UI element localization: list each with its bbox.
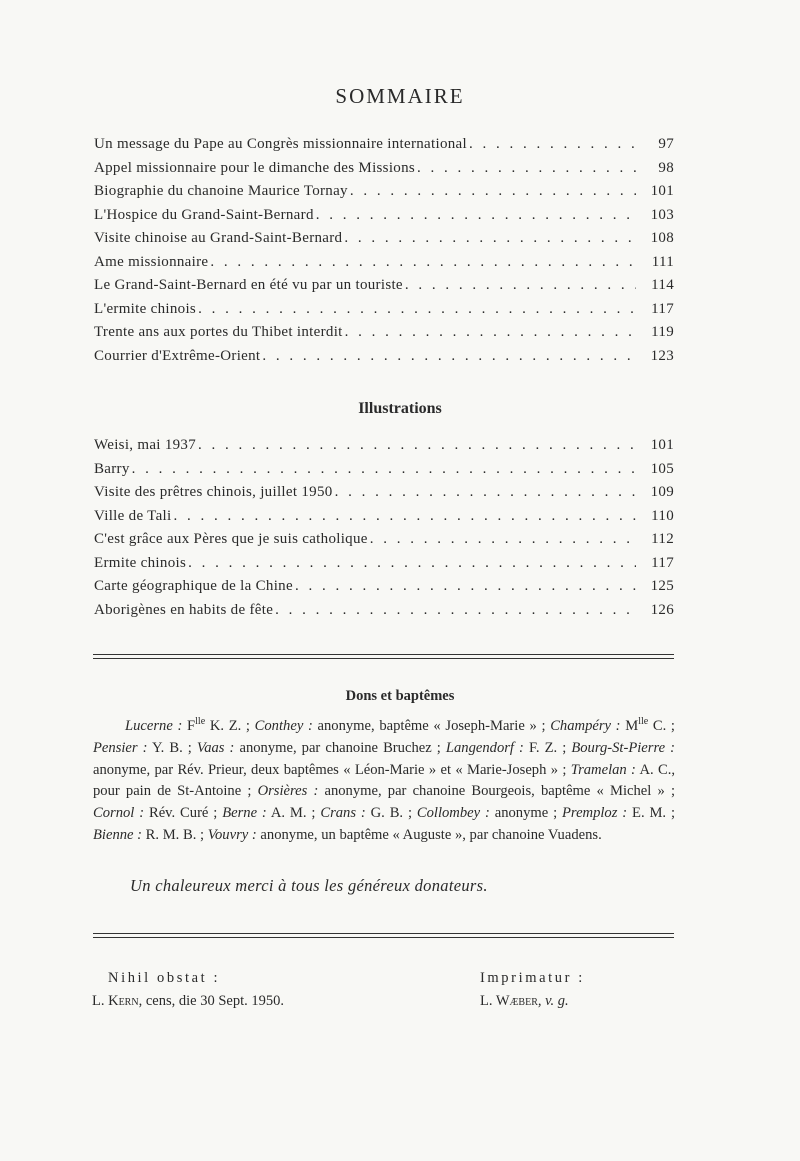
donor-text: F. Z. ;	[523, 739, 572, 756]
illustration-entry[interactable]	[94, 484, 674, 508]
donor-text: M	[620, 718, 639, 734]
leader-dots	[316, 207, 636, 224]
donor-place: Langendorf :	[445, 739, 524, 756]
donor-place: Premploz :	[562, 805, 628, 822]
leader-dots	[469, 136, 636, 153]
toc-entry-label: Ame missionnaire	[94, 253, 209, 270]
toc-entry[interactable]	[94, 207, 674, 231]
donor-text: A. C., pour pain de St-Antoine ;	[93, 761, 676, 800]
leader-dots	[370, 531, 636, 548]
nihil-obstat-heading: Nihil obstat :	[108, 970, 221, 986]
vicar-line	[480, 990, 585, 1013]
censor-line	[92, 990, 284, 1013]
illustrations-list	[94, 437, 674, 625]
donor-text: F	[182, 718, 196, 734]
censor-text: , cens, die 30 Sept. 1950.	[138, 993, 284, 1009]
illustration-entry[interactable]	[94, 578, 674, 602]
toc-entry-label: L'ermite chinois	[94, 300, 197, 317]
toc-entry-label: Visite chinoise au Grand-Saint-Bernard	[94, 230, 343, 246]
toc-entry[interactable]	[94, 230, 674, 254]
leader-dots	[275, 602, 636, 619]
imprimatur-block	[480, 967, 585, 1013]
leader-dots	[174, 508, 637, 525]
toc-entry[interactable]	[94, 301, 674, 325]
donor-text: anonyme, par chanoine Bruchez ;	[234, 739, 446, 756]
donor-text: C. ;	[648, 718, 675, 734]
toc-entry-page: 108	[650, 230, 674, 246]
toc-entry[interactable]	[94, 348, 674, 372]
toc-entry-label: Biographie du chanoine Maurice Tornay	[94, 183, 348, 199]
toc-entry[interactable]	[94, 254, 674, 278]
title-superscript: lle	[638, 716, 649, 728]
donor-text: anonyme ;	[489, 805, 563, 822]
toc-entry-page: 111	[651, 253, 674, 270]
donor-text: E. M. ;	[627, 805, 676, 822]
illustration-entry-label: Carte géographique de la Chine	[94, 578, 293, 594]
leader-dots	[405, 277, 636, 294]
illustration-entry[interactable]	[94, 437, 674, 461]
illustration-entry-page: 125	[650, 578, 674, 594]
illustration-entry-label: Ville de Tali	[94, 507, 172, 524]
illustration-entry-page: 112	[651, 531, 674, 547]
double-rule-divider	[93, 654, 674, 659]
donor-text: K. Z. ;	[205, 718, 255, 734]
leader-dots	[344, 230, 636, 247]
vicar-text: , v. g.	[537, 993, 569, 1009]
toc-entry-label: Un message du Pape au Congrès missionnaire international	[94, 136, 467, 152]
illustration-entry-page: 109	[650, 484, 674, 500]
toc-entry-label: L'Hospice du Grand-Saint-Bernard	[94, 206, 314, 223]
leader-dots	[345, 324, 636, 341]
illustration-entry-label: Weisi, mai 1937	[94, 437, 197, 453]
leader-dots	[188, 555, 636, 572]
donor-place: Vouvry :	[207, 826, 257, 843]
leader-dots	[198, 437, 636, 454]
leader-dots	[295, 578, 636, 595]
vicar-name: L. Wæber	[480, 993, 538, 1009]
donor-place: Pensier :	[93, 739, 148, 756]
nihil-obstat-block	[92, 967, 284, 1013]
illustration-entry[interactable]	[94, 461, 674, 485]
donor-text: G. B. ;	[365, 805, 417, 822]
donor-text: A. M. ;	[266, 805, 321, 822]
leader-dots	[262, 348, 636, 365]
donor-place: Berne :	[222, 805, 267, 822]
illustration-entry[interactable]	[94, 531, 674, 555]
illustration-entry-label: Aborigènes en habits de fête	[94, 601, 274, 618]
toc-entry-page: 101	[650, 183, 674, 199]
toc-entry[interactable]	[94, 160, 674, 184]
toc-entry-page: 123	[650, 347, 674, 364]
donor-place: Bourg-St-Pierre :	[571, 739, 675, 756]
illustration-entry-label: Ermite chinois	[94, 554, 187, 571]
illustration-entry[interactable]	[94, 602, 674, 626]
toc-entry-page: 119	[651, 324, 674, 340]
toc-entry[interactable]	[94, 277, 674, 301]
donor-place: Champéry :	[550, 718, 621, 734]
toc-entry-label: Le Grand-Saint-Bernard en été vu par un touriste	[94, 277, 403, 293]
donor-place: Bienne :	[93, 826, 143, 843]
donor-place: Collombey :	[416, 805, 490, 822]
donor-place: Crans :	[320, 805, 366, 822]
illustration-entry-page: 110	[651, 507, 674, 524]
donor-text: anonyme, un baptême « Auguste », par chanoine Vuadens.	[256, 826, 602, 843]
leader-dots	[132, 461, 636, 478]
imprimatur-heading: Imprimatur :	[480, 970, 585, 986]
page-title: SOMMAIRE	[335, 84, 465, 108]
illustration-entry-label: Visite des prêtres chinois, juillet 1950	[94, 484, 333, 500]
toc-entry-label: Courrier d'Extrême-Orient	[94, 347, 261, 364]
donor-text: Y. B. ;	[147, 739, 197, 756]
illustrations-heading: Illustrations	[358, 400, 442, 417]
toc-entry-label: Appel missionnaire pour le dimanche des Missions	[94, 159, 416, 176]
table-of-contents	[94, 136, 674, 371]
donor-text: anonyme, par chanoine Bourgeois, baptême « Michel » ;	[318, 783, 675, 800]
donor-place: Orsières :	[257, 783, 319, 800]
thanks-line: Un chaleureux merci à tous les généreux donateurs.	[130, 876, 488, 895]
donor-text: Rév. Curé ;	[144, 805, 223, 822]
toc-entry-label: Trente ans aux portes du Thibet interdit	[94, 324, 343, 340]
toc-entry-page: 97	[658, 136, 674, 152]
toc-entry-page: 117	[651, 300, 674, 317]
illustration-entry-label: C'est grâce aux Pères que je suis catholique	[94, 531, 368, 547]
toc-entry-page: 114	[651, 277, 674, 293]
leader-dots	[350, 183, 636, 200]
illustration-entry[interactable]	[94, 555, 674, 579]
title-superscript: lle	[195, 716, 206, 728]
donor-text: R. M. B. ;	[142, 826, 208, 843]
donor-place: Vaas :	[196, 739, 235, 756]
illustration-entry-page: 101	[650, 437, 674, 453]
leader-dots	[210, 254, 636, 271]
illustration-entry-page: 126	[650, 601, 674, 618]
leader-dots	[335, 484, 636, 501]
toc-entry[interactable]	[94, 183, 674, 207]
leader-dots	[198, 301, 636, 318]
toc-entry-page: 103	[650, 206, 674, 223]
illustration-entry[interactable]	[94, 508, 674, 532]
donor-place: Lucerne :	[125, 718, 183, 734]
donor-text: anonyme, baptême « Joseph-Marie » ;	[312, 718, 551, 734]
toc-entry-page: 98	[658, 159, 674, 176]
double-rule-divider	[93, 933, 674, 938]
censor-name: L. Kern	[92, 993, 139, 1009]
donor-place: Conthey :	[254, 718, 313, 734]
dons-heading: Dons et baptêmes	[345, 688, 455, 704]
donor-place: Tramelan :	[570, 761, 636, 778]
toc-entry[interactable]	[94, 324, 674, 348]
dons-paragraph	[93, 716, 675, 847]
leader-dots	[417, 160, 636, 177]
donor-text: anonyme, par Rév. Prieur, deux baptêmes « Léon-Marie » et « Marie-Joseph » ;	[93, 761, 571, 778]
illustration-entry-label: Barry	[94, 460, 130, 477]
illustration-entry-page: 105	[650, 460, 674, 477]
toc-entry[interactable]	[94, 136, 674, 160]
illustration-entry-page: 117	[651, 554, 674, 571]
donor-place: Cornol :	[93, 805, 145, 822]
